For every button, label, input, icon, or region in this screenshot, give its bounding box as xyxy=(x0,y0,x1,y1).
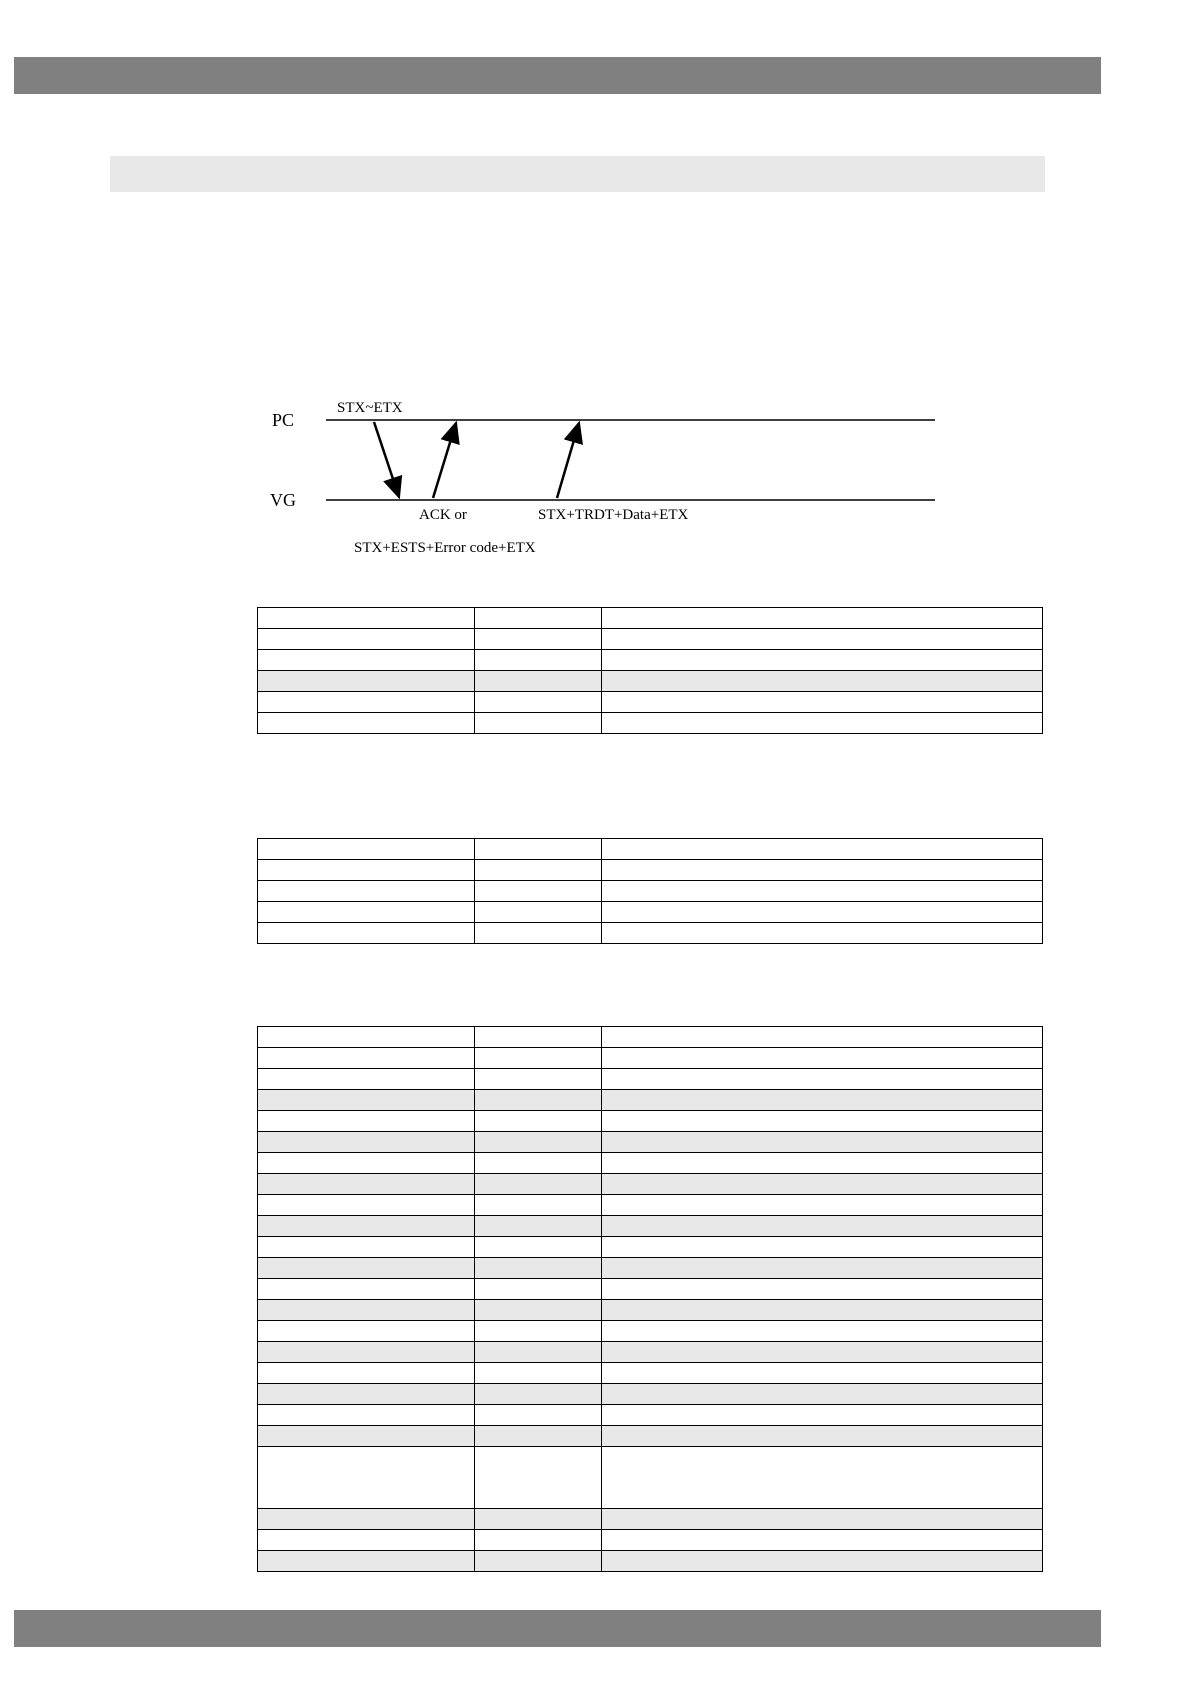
table-row xyxy=(258,1530,1043,1551)
table-row xyxy=(258,1195,1043,1216)
footer-bar xyxy=(14,1610,1101,1647)
header-bar xyxy=(14,57,1101,94)
data-response-label: STX+TRDT+Data+ETX xyxy=(538,507,689,523)
vg-label: VG xyxy=(270,490,296,510)
data-arrow xyxy=(557,423,579,498)
table-row xyxy=(258,1447,1043,1509)
table-row xyxy=(258,650,1043,671)
table-row xyxy=(258,1321,1043,1342)
table-row xyxy=(258,1509,1043,1530)
table-row xyxy=(258,1237,1043,1258)
pc-label: PC xyxy=(272,410,295,430)
table-row xyxy=(258,1405,1043,1426)
table-row xyxy=(258,671,1043,692)
table-row xyxy=(258,1300,1043,1321)
table-row xyxy=(258,923,1043,944)
table-row xyxy=(258,1258,1043,1279)
table-row xyxy=(258,1363,1043,1384)
table-row xyxy=(258,1279,1043,1300)
table-row xyxy=(258,1551,1043,1572)
table-row xyxy=(258,1216,1043,1237)
table-row xyxy=(258,1342,1043,1363)
table-row xyxy=(258,1111,1043,1132)
table-row xyxy=(258,1174,1043,1195)
table-row xyxy=(258,692,1043,713)
table-row xyxy=(258,1426,1043,1447)
table-row xyxy=(258,1027,1043,1048)
table-row xyxy=(258,1069,1043,1090)
section-heading-band xyxy=(110,156,1045,192)
command-label: STX~ETX xyxy=(337,400,403,416)
table-row xyxy=(258,839,1043,860)
table-row xyxy=(258,629,1043,650)
command-table-3 xyxy=(257,1026,1043,1572)
communication-sequence-diagram xyxy=(255,395,955,565)
table-row xyxy=(258,860,1043,881)
table-row xyxy=(258,1090,1043,1111)
table-row xyxy=(258,608,1043,629)
error-response-label: STX+ESTS+Error code+ETX xyxy=(354,540,536,556)
table-row xyxy=(258,881,1043,902)
table-row xyxy=(258,1384,1043,1405)
table-row xyxy=(258,1153,1043,1174)
ack-arrow xyxy=(433,423,456,498)
table-row xyxy=(258,713,1043,734)
table-row xyxy=(258,1048,1043,1069)
command-table-1 xyxy=(257,607,1043,734)
command-arrow xyxy=(374,422,399,497)
table-row xyxy=(258,1132,1043,1153)
command-table-2 xyxy=(257,838,1043,944)
table-row xyxy=(258,902,1043,923)
ack-label: ACK or xyxy=(419,507,467,523)
